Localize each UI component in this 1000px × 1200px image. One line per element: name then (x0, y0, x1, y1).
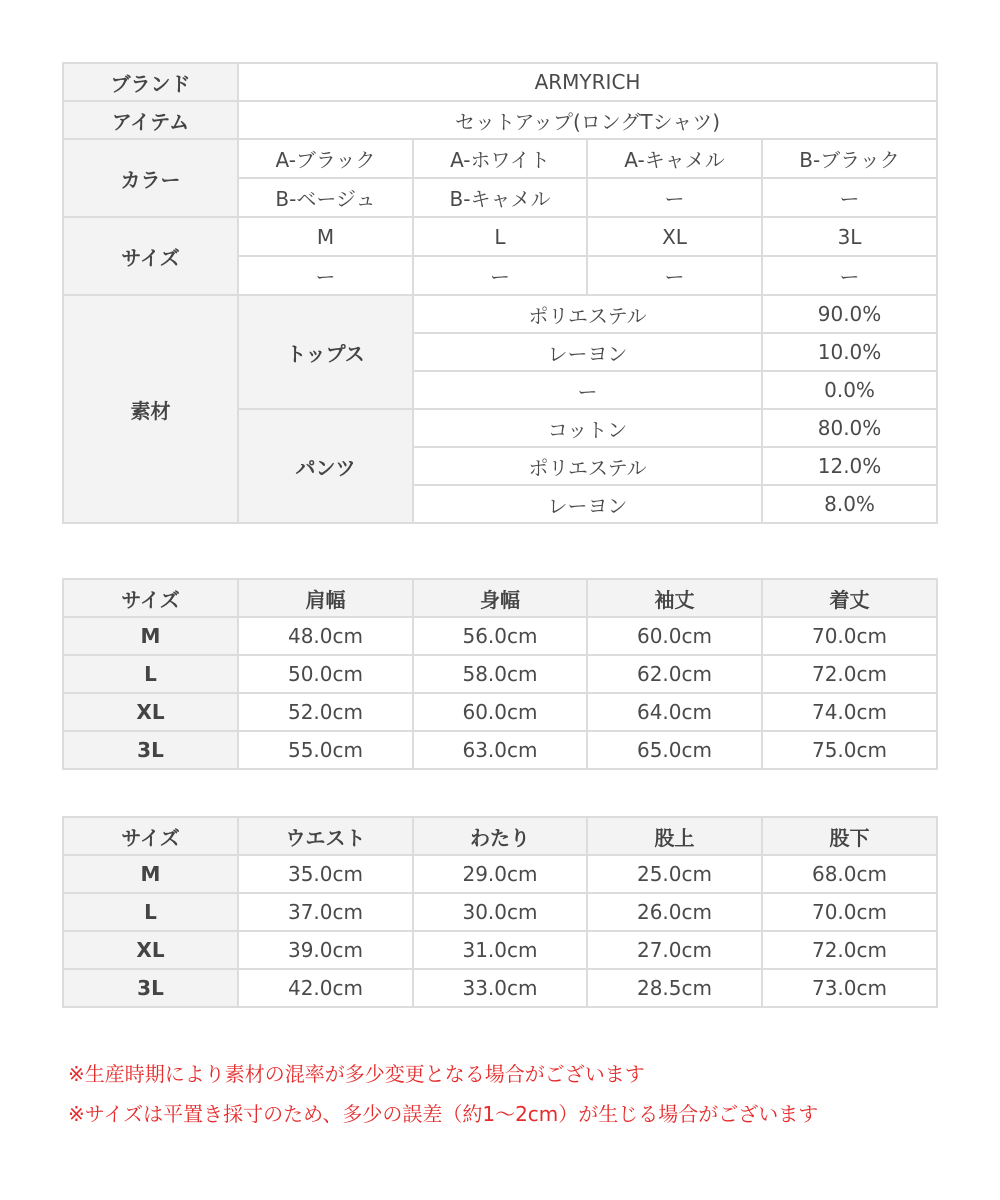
table-cell: 72.0cm (762, 655, 937, 693)
brand-row (63, 63, 937, 101)
column-header: サイズ (63, 579, 238, 617)
table-row (63, 969, 937, 1007)
table-cell: 58.0cm (413, 655, 587, 693)
color-value: ー (587, 178, 762, 217)
table-cell: 74.0cm (762, 693, 937, 731)
table-cell: 37.0cm (238, 893, 413, 931)
row-size-label: L (63, 893, 238, 931)
table-cell: 62.0cm (587, 655, 762, 693)
size-value: ー (238, 256, 413, 295)
table-row (63, 931, 937, 969)
table-row (63, 731, 937, 769)
table-cell: 55.0cm (238, 731, 413, 769)
row-size-label: XL (63, 693, 238, 731)
table-cell: 70.0cm (762, 617, 937, 655)
item-label: アイテム (63, 101, 238, 139)
size-value: ー (413, 256, 587, 295)
material-percent: 80.0% (762, 409, 937, 447)
table-cell: 31.0cm (413, 931, 587, 969)
row-size-label: M (63, 855, 238, 893)
material-name: ポリエステル (413, 295, 762, 333)
pants-label: パンツ (238, 409, 413, 523)
row-size-label: 3L (63, 731, 238, 769)
size-value: ー (587, 256, 762, 295)
table-cell: 29.0cm (413, 855, 587, 893)
table-cell: 50.0cm (238, 655, 413, 693)
table-cell: 64.0cm (587, 693, 762, 731)
table-cell: 60.0cm (587, 617, 762, 655)
column-header: 股上 (587, 817, 762, 855)
table-cell: 42.0cm (238, 969, 413, 1007)
size-row (63, 217, 937, 256)
table-cell: 75.0cm (762, 731, 937, 769)
material-note: ※生産時期により素材の混率が多少変更となる場合がございます (68, 1062, 645, 1086)
row-size-label: L (63, 655, 238, 693)
table-cell: 72.0cm (762, 931, 937, 969)
color-label: カラー (63, 139, 238, 217)
color-value: A-ホワイト (413, 139, 587, 178)
column-header: わたり (413, 817, 587, 855)
table-row (63, 693, 937, 731)
row-size-label: 3L (63, 969, 238, 1007)
material-percent: 0.0% (762, 371, 937, 409)
table-cell: 30.0cm (413, 893, 587, 931)
table-cell: 27.0cm (587, 931, 762, 969)
item-value: セットアップ(ロングTシャツ) (238, 101, 937, 139)
table-cell: 68.0cm (762, 855, 937, 893)
column-header: 袖丈 (587, 579, 762, 617)
material-percent: 8.0% (762, 485, 937, 523)
table-cell: 48.0cm (238, 617, 413, 655)
table-header-row (63, 817, 937, 855)
size-label: サイズ (63, 217, 238, 295)
color-value: A-ブラック (238, 139, 413, 178)
size-value: XL (587, 217, 762, 256)
row-size-label: M (63, 617, 238, 655)
table-row (63, 655, 937, 693)
table-cell: 56.0cm (413, 617, 587, 655)
brand-label: ブランド (63, 63, 238, 101)
color-value: B-キャメル (413, 178, 587, 217)
table-cell: 28.5cm (587, 969, 762, 1007)
color-value: ー (762, 178, 937, 217)
table-cell: 35.0cm (238, 855, 413, 893)
table-cell: 70.0cm (762, 893, 937, 931)
material-percent: 90.0% (762, 295, 937, 333)
size-value: M (238, 217, 413, 256)
material-row (63, 295, 937, 333)
column-header: ウエスト (238, 817, 413, 855)
color-value: B-ベージュ (238, 178, 413, 217)
color-value: B-ブラック (762, 139, 937, 178)
table-cell: 60.0cm (413, 693, 587, 731)
brand-value: ARMYRICH (238, 63, 937, 101)
table-cell: 25.0cm (587, 855, 762, 893)
material-percent: 10.0% (762, 333, 937, 371)
table-header-row (63, 579, 937, 617)
column-header: 肩幅 (238, 579, 413, 617)
table-cell: 39.0cm (238, 931, 413, 969)
table-cell: 26.0cm (587, 893, 762, 931)
material-name: コットン (413, 409, 762, 447)
material-name: ポリエステル (413, 447, 762, 485)
material-percent: 12.0% (762, 447, 937, 485)
product-info-table (62, 62, 938, 524)
table-cell: 73.0cm (762, 969, 937, 1007)
material-name: レーヨン (413, 485, 762, 523)
tops-size-table (62, 578, 938, 770)
column-header: 股下 (762, 817, 937, 855)
table-row (63, 855, 937, 893)
table-cell: 33.0cm (413, 969, 587, 1007)
color-row (63, 139, 937, 178)
column-header: 身幅 (413, 579, 587, 617)
item-row (63, 101, 937, 139)
color-value: A-キャメル (587, 139, 762, 178)
column-header: サイズ (63, 817, 238, 855)
measurement-note: ※サイズは平置き採寸のため、多少の誤差（約1～2cm）が生じる場合がございます (68, 1102, 819, 1126)
table-row (63, 893, 937, 931)
table-cell: 52.0cm (238, 693, 413, 731)
table-cell: 65.0cm (587, 731, 762, 769)
material-label: 素材 (63, 295, 238, 523)
table-cell: 63.0cm (413, 731, 587, 769)
table-row (63, 617, 937, 655)
column-header: 着丈 (762, 579, 937, 617)
size-value: ー (762, 256, 937, 295)
tops-label: トップス (238, 295, 413, 409)
pants-size-table (62, 816, 938, 1008)
row-size-label: XL (63, 931, 238, 969)
size-value: 3L (762, 217, 937, 256)
size-value: L (413, 217, 587, 256)
material-name: ー (413, 371, 762, 409)
material-name: レーヨン (413, 333, 762, 371)
